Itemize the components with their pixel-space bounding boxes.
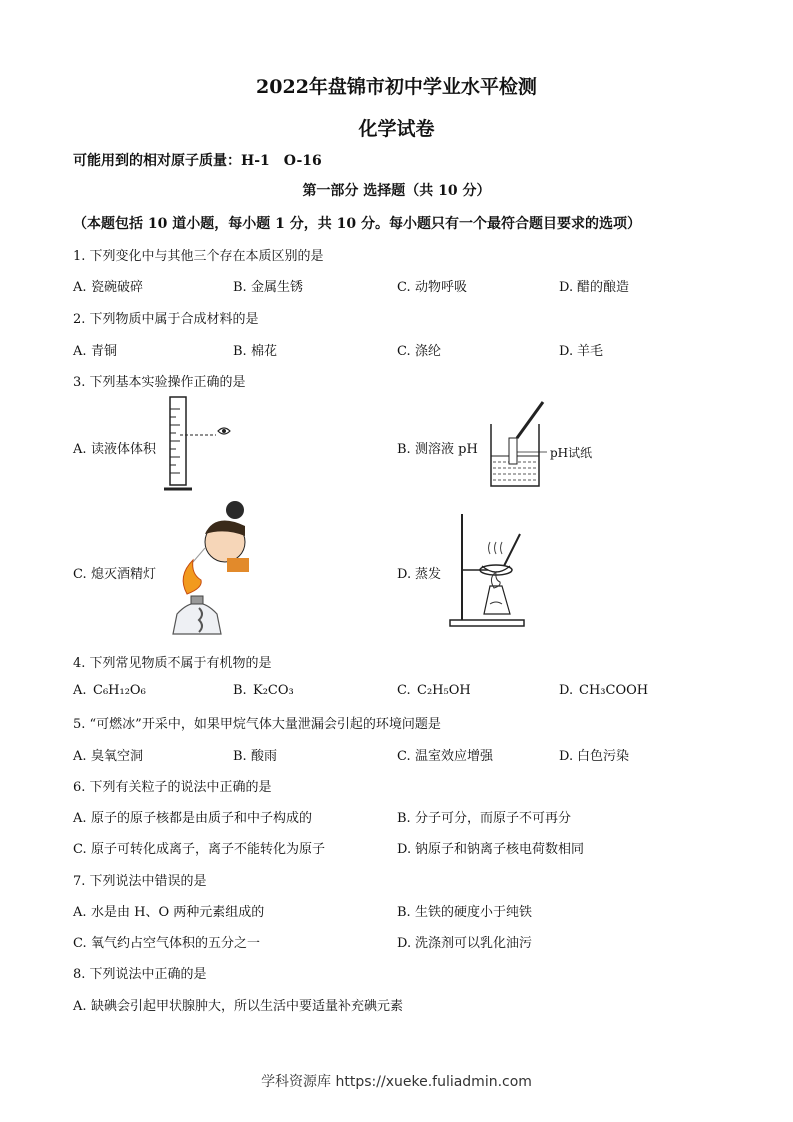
option-c[interactable] [73, 932, 260, 951]
option-b[interactable] [397, 438, 478, 457]
option-d[interactable] [397, 838, 584, 857]
option-b[interactable] [397, 901, 532, 920]
option-label: D. [397, 842, 412, 857]
option-a[interactable] [73, 745, 143, 764]
option-label: C. [73, 842, 87, 857]
option-b[interactable] [397, 807, 571, 826]
question-stem: 3. 下列基本实验操作正确的是 [73, 375, 246, 390]
option-a[interactable] [73, 901, 264, 920]
option-text: 醋的酿造 [577, 280, 630, 295]
option-label: A. [73, 683, 87, 698]
option-label: D. [559, 280, 574, 295]
option-label: D. [559, 683, 574, 698]
option-b[interactable] [233, 745, 277, 764]
option-text: 瓷碗破碎 [91, 280, 144, 295]
option-a[interactable] [73, 276, 143, 295]
option-text: 青铜 [91, 344, 118, 359]
option-text: 读液体体积 [91, 442, 157, 457]
option-a[interactable] [73, 340, 117, 359]
option-d[interactable] [397, 563, 441, 582]
option-text: 羊毛 [577, 344, 604, 359]
option-label: B. [397, 905, 411, 920]
option-text: 生铁的硬度小于纯铁 [415, 905, 533, 920]
exam-title: 2022年盘锦市初中学业水平检测 [256, 76, 537, 98]
option-label: A. [73, 999, 87, 1014]
option-d[interactable] [559, 745, 629, 764]
option-c[interactable] [397, 340, 441, 359]
option-label: B. [397, 811, 411, 826]
option-label: D. [559, 344, 574, 359]
option-label: B. [233, 749, 247, 764]
option-label: B. [233, 344, 247, 359]
option-text: 原子可转化成离子，离子不能转化为原子 [91, 842, 326, 857]
question-stem: 7. 下列说法中错误的是 [73, 874, 207, 889]
blowing-out-lamp-figure [165, 498, 255, 638]
option-text: 温室效应增强 [415, 749, 494, 764]
question-stem: 4. 下列常见物质不属于有机物的是 [73, 656, 272, 671]
option-text: 分子可分，而原子不可再分 [415, 811, 572, 826]
evaporation-figure [448, 510, 528, 630]
option-text: K₂CO₃ [253, 683, 294, 698]
option-label: A. [73, 442, 87, 457]
option-label: C. [397, 280, 411, 295]
option-a[interactable] [73, 438, 156, 457]
option-text: 测溶液 pH [415, 442, 478, 457]
option-c[interactable] [397, 276, 467, 295]
option-label: B. [233, 280, 247, 295]
option-text: 涤纶 [415, 344, 442, 359]
option-text: 缺碘会引起甲状腺肿大，所以生活中要适量补充碘元素 [91, 999, 404, 1014]
option-label: C. [397, 344, 411, 359]
option-text: 白色污染 [577, 749, 630, 764]
option-text: CH₃COOH [579, 683, 649, 698]
option-label: C. [73, 936, 87, 951]
option-text: 熄灭酒精灯 [91, 567, 157, 582]
option-label: C. [397, 749, 411, 764]
option-text: 动物呼吸 [415, 280, 468, 295]
atomic-masses: 可能用到的相对原子质量：H-1 O-16 [73, 153, 322, 169]
question-stem: 1. 下列变化中与其他三个存在本质区别的是 [73, 249, 324, 264]
option-text: C₆H₁₂O₆ [93, 683, 146, 698]
option-text: C₂H₅OH [417, 683, 471, 698]
option-label: D. [397, 567, 412, 582]
option-label: C. [397, 683, 411, 698]
option-label: D. [559, 749, 574, 764]
option-a[interactable] [73, 683, 146, 698]
option-text: 钠原子和钠离子核电荷数相同 [415, 842, 585, 857]
option-text: 酸雨 [251, 749, 278, 764]
option-b[interactable] [233, 340, 277, 359]
ph-paper-label: pH试纸 [550, 446, 593, 460]
exam-subtitle: 化学试卷 [358, 118, 435, 140]
option-c[interactable] [397, 745, 493, 764]
option-text: 原子的原子核都是由质子和中子构成的 [91, 811, 313, 826]
option-text: 氧气约占空气体积的五分之一 [91, 936, 261, 951]
option-label: A. [73, 811, 87, 826]
option-label: B. [233, 683, 247, 698]
question-stem: 5. “可燃冰”开采中，如果甲烷气体大量泄漏会引起的环境问题是 [73, 717, 441, 732]
question-stem: 8. 下列说法中正确的是 [73, 967, 207, 982]
graduated-cylinder-figure [160, 395, 240, 495]
option-label: A. [73, 344, 87, 359]
option-d[interactable] [397, 932, 532, 951]
option-label: A. [73, 280, 87, 295]
question-stem: 2. 下列物质中属于合成材料的是 [73, 312, 259, 327]
option-a[interactable] [73, 807, 312, 826]
option-d[interactable] [559, 340, 603, 359]
question-stem: 6. 下列有关粒子的说法中正确的是 [73, 780, 272, 795]
section-instruction: （本题包括 10 道小题，每小题 1 分，共 10 分。每小题只有一个最符合题目要求的选项） [73, 216, 641, 232]
option-c[interactable] [73, 838, 325, 857]
option-label: D. [397, 936, 412, 951]
option-text: 棉花 [251, 344, 278, 359]
option-text: 水是由 H、O 两种元素组成的 [91, 905, 265, 920]
option-b[interactable] [233, 683, 294, 698]
option-label: C. [73, 567, 87, 582]
option-b[interactable] [233, 276, 303, 295]
option-c[interactable] [397, 683, 471, 698]
option-c[interactable] [73, 563, 156, 582]
beaker-ph-figure [485, 398, 555, 492]
option-label: A. [73, 749, 87, 764]
footer-watermark: 学科资源库 https://xueke.fuliadmin.com [261, 1074, 532, 1090]
option-label: A. [73, 905, 87, 920]
option-label: B. [397, 442, 411, 457]
option-text: 金属生锈 [251, 280, 304, 295]
option-text: 蒸发 [415, 567, 442, 582]
option-text: 臭氧空洞 [91, 749, 144, 764]
section-heading: 第一部分 选择题（共 10 分） [302, 183, 491, 199]
option-text: 洗涤剂可以乳化油污 [415, 936, 533, 951]
option-a[interactable] [73, 995, 403, 1014]
option-d[interactable] [559, 683, 648, 698]
option-d[interactable] [559, 276, 629, 295]
